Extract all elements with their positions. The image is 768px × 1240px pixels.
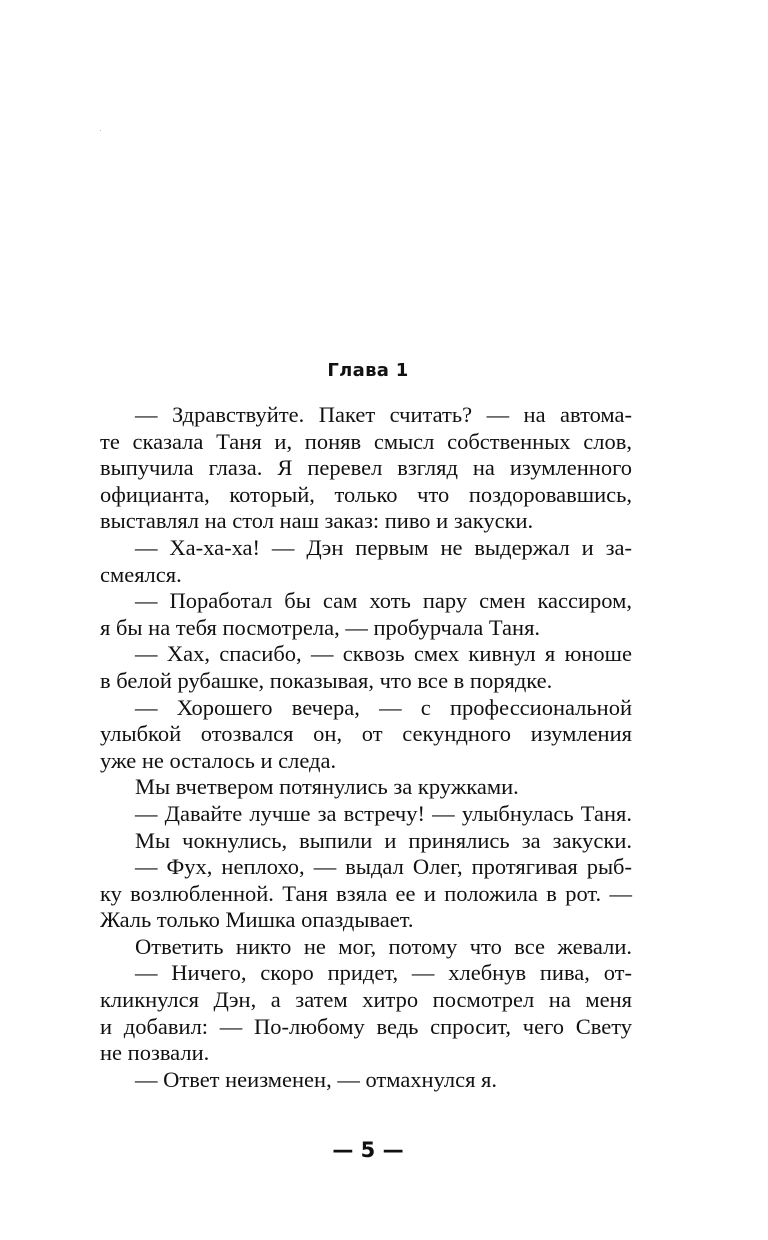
- text-line: Ответить никто не мог, потому что все жевали.: [135, 933, 632, 959]
- text-line: выпучила глаза. Я перевел взгляд на изумленного: [100, 455, 632, 481]
- text-line: ку возлюбленной. Таня взяла ее и положила в рот. —: [100, 880, 632, 906]
- text-line: — Ответ неизменен, — отмахнулся я.: [135, 1066, 498, 1092]
- text-line: те сказала Таня и, поняв смысл собственных слов,: [100, 428, 632, 454]
- text-line: кликнулся Дэн, а затем хитро посмотрел на меня: [100, 987, 632, 1013]
- text-line: — Фух, неплохо, — выдал Олег, протягивая рыб-: [135, 854, 632, 880]
- text-line: — Ха-ха-ха! — Дэн первым не выдержал и за-: [135, 534, 632, 560]
- text-line: я бы на тебя посмотрела, — пробурчала Таня.: [100, 614, 541, 640]
- body-text: [100, 402, 632, 1093]
- text-line: официанта, который, только что поздоровавшись,: [100, 481, 632, 507]
- text-line: в белой рубашке, показывая, что все в порядке.: [100, 667, 553, 693]
- text-line: уже не осталось и следа.: [100, 747, 337, 773]
- text-line: Жаль только Мишка опаздывает.: [100, 907, 414, 933]
- page-number: — 5 —: [332, 1138, 404, 1162]
- text-line: улыбкой отозвался он, от секундного изумления: [100, 721, 632, 747]
- text-line: — Хах, спасибо, — сквозь смех кивнул я юноше: [135, 641, 632, 667]
- text-line: смеялся.: [100, 561, 182, 587]
- text-line: и добавил: — По-любому ведь спросит, чего Свету: [100, 1013, 632, 1039]
- text-line: — Хорошего вечера, — с профессиональной: [135, 694, 632, 720]
- chapter-title: Глава 1: [327, 360, 409, 381]
- text-line: не позвали.: [100, 1040, 210, 1066]
- text-line: Мы чокнулись, выпили и принялись за закуски.: [135, 827, 632, 853]
- text-line: — Ничего, скоро придет, — хлебнув пива, от-: [135, 960, 632, 986]
- page-speck: [100, 130, 101, 131]
- text-line: — Поработал бы сам хоть пару смен кассиром,: [135, 588, 632, 614]
- text-line: Мы вчетвером потянулись за кружками.: [135, 774, 519, 800]
- text-line: выставлял на стол наш заказ: пиво и закуски.: [100, 508, 534, 534]
- text-line: — Здравствуйте. Пакет считать? — на автома-: [135, 402, 632, 427]
- text-line: — Давайте лучше за встречу! — улыбнулась Таня.: [135, 800, 632, 826]
